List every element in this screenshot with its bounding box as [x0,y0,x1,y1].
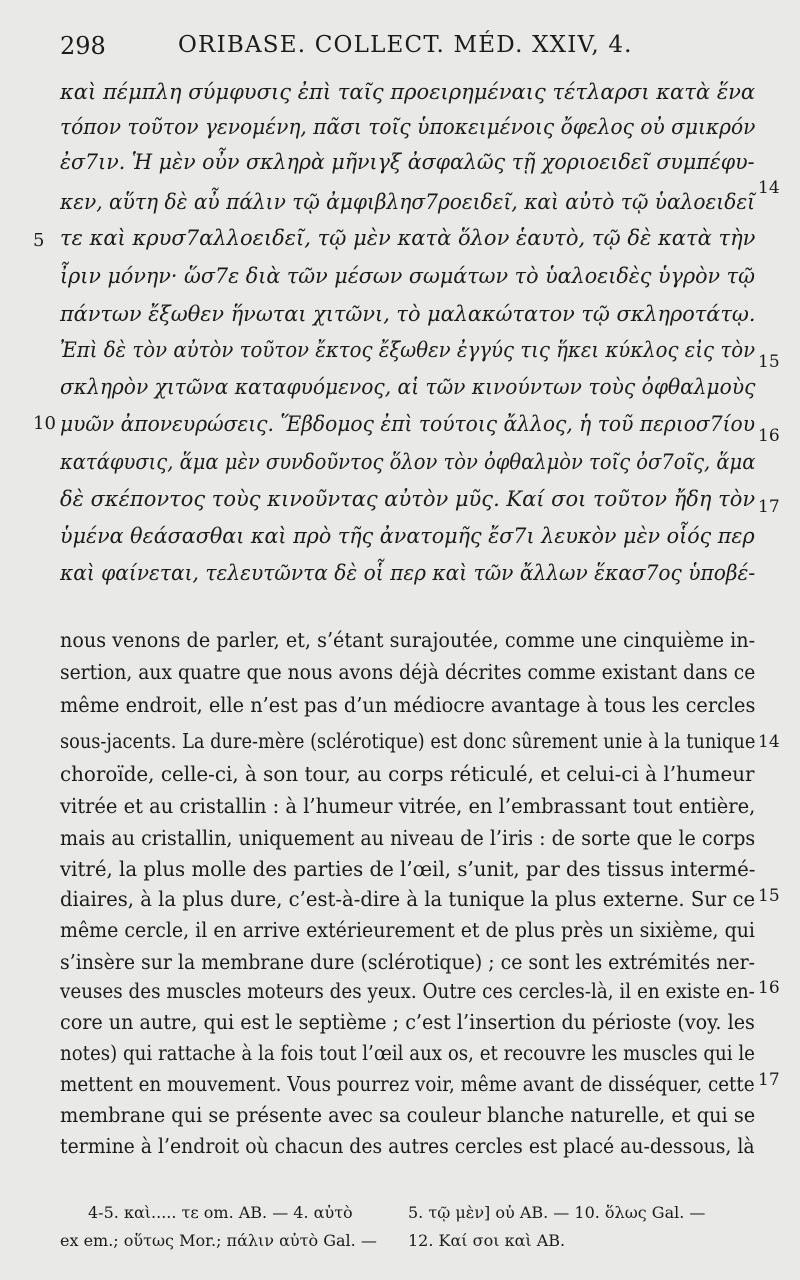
running-title: ORIBASE. COLLECT. MÉD. XXIV, 4. [178,32,633,58]
greek-line: πάντων ἔξωθεν ἥνωται χιτῶνι, τὸ μαλακώτατον τῷ σκληροτάτῳ. [60,302,756,327]
french-line: veuses des muscles moteurs des yeux. Outre ces cercles-là, il en existe en- [60,979,755,1003]
french-line: membrane qui se présente avec sa couleur blanche naturelle, et qui se [60,1103,756,1127]
apparatus-note: 5. τῷ μὲν] οὐ AB. — 10. ὅλως Gal. — [408,1203,706,1222]
greek-line: κεν, αὕτη δὲ αὖ πάλιν τῷ ἀμφιβλησ7ροειδεῖ, καὶ αὐτὸ τῷ ὑαλοειδεῖ [60,190,756,215]
greek-line: δὲ σκέποντος τοὺς κινοῦντας αὐτὸν μῦς. Καί σοι τοῦτον ἤδη τὸν [60,487,756,512]
french-line: sertion, aux quatre que nous avons déjà décrites comme existant dans ce [60,660,756,684]
margin-marker: 16 [758,426,780,446]
french-line: s’insère sur la membrane dure (sclérotique) ; ce sont les extrémités ner- [60,950,756,974]
page-header [60,32,760,64]
greek-line: τε καὶ κρυσ7αλλοειδεῖ, τῷ μὲν κατὰ ὅλον ἑαυτὸ, τῷ δὲ κατὰ τὴν [60,226,756,251]
greek-line: μυῶν ἀπονευρώσεις. Ἕβδομος ἐπὶ τούτοις ἄλλος, ἡ τοῦ περιοσ7ίου [60,412,755,437]
french-line: même cercle, il en arrive extérieurement et de plus près un sixième, qui [60,918,755,942]
french-line: termine à l’endroit où chacun des autres cercles est placé au-dessous, là [60,1134,755,1158]
greek-line: σκληρὸν χιτῶνα καταφυόμενος, αἱ τῶν κινούντων τοὺς ὀφθαλμοὺς [60,375,756,400]
french-line: sous-jacents. La dure-mère (sclérotique) est donc sûrement unie à la tunique [60,729,756,753]
greek-line: τόπον τοῦτον γενομένη, πᾶσι τοῖς ὑποκειμένοις ὄφελος οὐ σμικρόν [60,115,756,140]
apparatus-note: 12. Καί σοι καὶ AB. [408,1231,566,1250]
french-line: vitré, la plus molle des parties de l’œil, s’unit, par des tissus intermé- [60,857,756,881]
margin-marker: 15 [758,886,780,906]
french-line: diaires, à la plus dure, c’est-à-dire à la tunique la plus externe. Sur ce [60,887,756,911]
greek-line: ἐσ7ιν. Ἡ μὲν οὖν σκληρὰ μῆνιγξ ἀσφαλῶς τῇ χοριοειδεῖ συμπέφυ- [60,150,755,175]
french-line: choroïde, celle-ci, à son tour, au corps réticulé, et celui-ci à l’humeur [60,762,755,786]
french-line: nous venons de parler, et, s’étant surajoutée, comme une cinquième in- [60,628,756,652]
french-line: mettent en mouvement. Vous pourrez voir, même avant de disséquer, cette [60,1072,755,1096]
margin-marker: 17 [758,1070,780,1090]
greek-line: Ἐπὶ δὲ τὸν αὐτὸν τοῦτον ἔκτος ἔξωθεν ἐγγύς τις ἥκει κύκλος εἰς τὸν [60,338,756,363]
french-line: mais au cristallin, uniquement au niveau de l’iris : de sorte que le corps [60,826,756,850]
greek-line: ὑμένα θεάσασθαι καὶ πρὸ τῆς ἀνατομῆς ἔσ7ι λευκὸν μὲν οἷός περ [60,524,755,549]
margin-marker: 14 [758,178,780,198]
line-number: 5 [33,230,45,251]
greek-line: καὶ φαίνεται, τελευτῶντα δὲ οἷ περ καὶ τῶν ἄλλων ἕκασ7ος ὑποβέ- [60,561,756,586]
greek-line: καὶ πέμπλη σύμφυσις ἐπὶ ταῖς προειρημέναις τέτλαρσι κατὰ ἕνα [60,80,756,105]
apparatus-note: ex em.; οὕτως Mor.; πάλιν αὐτὸ Gal. — [60,1231,377,1250]
margin-marker: 17 [758,497,780,517]
line-number: 10 [33,413,56,434]
apparatus-note: 4-5. καὶ..... τε om. AB. — 4. αὐτὸ [88,1203,353,1222]
french-line: notes) qui rattache à la fois tout l’œil aux os, et recouvre les muscles qui le [60,1041,755,1065]
page-number: 298 [60,32,106,60]
french-line: core un autre, qui est le septième ; c’est l’insertion du périoste (voy. les [60,1010,755,1034]
margin-marker: 15 [758,352,780,372]
margin-marker: 16 [758,978,780,998]
greek-line: ἶριν μόνην· ὥσ7ε διὰ τῶν μέσων σωμάτων τὸ ὑαλοειδὲς ὑγρὸν τῷ [60,264,755,289]
greek-line: κατάφυσις, ἅμα μὲν συνδοῦντος ὅλον τὸν ὀφθαλμὸν τοῖς ὀσ7οῖς, ἅμα [60,450,756,475]
french-line: vitrée et au cristallin : à l’humeur vitrée, en l’embrassant tout entière, [60,794,756,818]
margin-marker: 14 [758,732,780,752]
french-line: même endroit, elle n’est pas d’un médiocre avantage à tous les cercles [60,693,756,717]
